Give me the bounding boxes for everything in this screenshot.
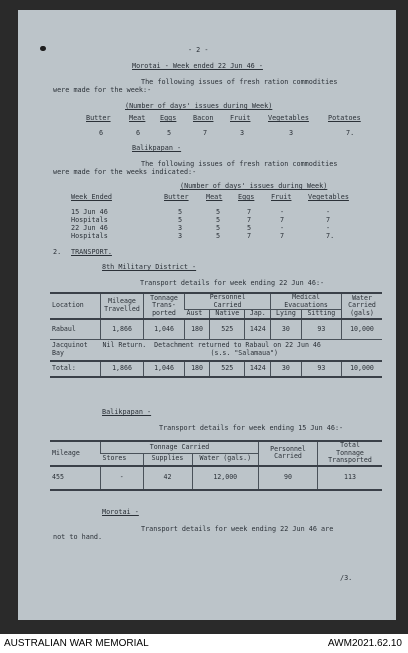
row-value: - — [326, 224, 331, 232]
cell: 93 — [301, 319, 341, 340]
col-bacon: Bacon — [193, 114, 214, 122]
header-text: Tonnage — [150, 293, 178, 302]
row-value: 5 — [247, 224, 252, 232]
row-label: 15 Jun 46 — [71, 208, 108, 216]
header-text: Travelled — [104, 304, 140, 313]
nil-return: Nil Return. — [102, 341, 147, 350]
cell: Rabaul — [50, 319, 101, 340]
cell: 12,000 — [192, 466, 259, 490]
row-value: 5 — [216, 216, 221, 224]
cell — [50, 340, 101, 361]
table-header-row — [50, 293, 382, 310]
cell: 180 — [185, 361, 210, 377]
header-tonnage — [144, 293, 185, 319]
row-label: Hospitals — [71, 232, 108, 240]
header-text: Medical — [292, 293, 320, 301]
header-personnel — [185, 293, 271, 310]
table-row — [50, 319, 382, 340]
header-text: Tonnage — [336, 448, 364, 457]
header-location: Location — [50, 293, 101, 319]
cell: 1,866 — [101, 361, 144, 377]
header-text: Personnel — [209, 293, 246, 301]
cell: 525 — [210, 319, 245, 340]
cell: 455 — [50, 466, 101, 490]
cell: Total: — [50, 361, 101, 377]
col-fruit: Fruit — [271, 193, 292, 201]
header-text: Mileage — [108, 297, 136, 306]
val-vegetables: 3 — [289, 129, 294, 137]
cell: 525 — [210, 361, 245, 377]
page-number: - 2 - — [188, 46, 209, 54]
row-value: 7 — [280, 216, 285, 224]
cell: 1,046 — [144, 361, 185, 377]
transport-number: 2. — [53, 248, 62, 256]
cell: 93 — [301, 361, 341, 377]
cell: 1,866 — [101, 319, 144, 340]
balikpapan-transport-heading: Balikpapan - — [102, 408, 152, 416]
morotai-sub-heading: (Number of days' issues during Week) — [125, 102, 273, 110]
cell: 30 — [271, 361, 302, 377]
row-value: - — [280, 208, 285, 216]
table-header-row — [50, 441, 382, 453]
header-text: Personnel — [270, 444, 306, 453]
morotai-heading — [132, 62, 263, 70]
cell — [101, 340, 383, 361]
morotai-intro-2: were made for the week:- — [53, 86, 152, 94]
transport-heading: TRANSPORT. — [71, 248, 112, 256]
district-heading: 8th Military District - — [102, 263, 197, 271]
balikpapan-heading-text: Balikpapan - — [132, 144, 182, 152]
table-total-row — [50, 361, 382, 377]
row-value: - — [280, 224, 285, 232]
col-vegetables: Vegetables — [308, 193, 349, 201]
morotai-transport-line-2: not to hand. — [53, 533, 103, 541]
header-text: Trans- — [152, 301, 176, 309]
row-value: 3 — [178, 232, 183, 240]
header-supplies: Supplies — [143, 453, 192, 465]
header-sitting: Sitting — [301, 310, 341, 319]
cell: 1424 — [245, 361, 271, 377]
row-value: 7 — [247, 208, 252, 216]
cell-text: Jacquinot — [52, 341, 88, 350]
header-text: Carried — [348, 301, 376, 309]
document-page — [18, 10, 396, 620]
detachment-ship: (s.s. "Salamaua") — [210, 348, 278, 357]
detachment-note: Detachment returned to Rabaul on 22 Jun 46 — [154, 341, 321, 350]
archive-footer — [0, 634, 408, 653]
col-butter: Butter — [86, 114, 111, 122]
row-value: 5 — [178, 208, 183, 216]
row-value: 7. — [326, 232, 335, 240]
morotai-transport-heading: Morotai - — [102, 508, 139, 516]
header-text: Total — [340, 441, 360, 449]
morotai-transport-line-1: Transport details for week ending 22 Jun 46 are — [141, 525, 334, 533]
row-value: 5 — [216, 208, 221, 216]
balikpapan-transport-details: Transport details for week ending 15 Jun 46:- — [159, 424, 344, 432]
row-value: 3 — [178, 224, 183, 232]
footer-institution: AUSTRALIAN WAR MEMORIAL — [4, 638, 149, 649]
header-personnel — [259, 441, 318, 466]
col-eggs: Eggs — [238, 193, 255, 201]
header-text: Water — [352, 293, 372, 302]
val-bacon: 7 — [203, 129, 208, 137]
row-label: Hospitals — [71, 216, 108, 224]
header-tonnage: Tonnage Carried — [101, 441, 259, 453]
cell: 30 — [271, 319, 302, 340]
header-aust: Aust — [186, 309, 203, 317]
table-row — [50, 340, 382, 361]
header-native: Native — [210, 310, 245, 319]
row-value: 7 — [247, 232, 252, 240]
val-butter: 6 — [99, 129, 104, 137]
col-eggs: Eggs — [160, 114, 177, 122]
morotai-heading-text: Morotai - Week ended 22 Jun 46 - — [132, 62, 263, 70]
val-eggs: 5 — [167, 129, 172, 137]
header-total — [318, 441, 383, 466]
cell: 1424 — [245, 319, 271, 340]
col-meat: Meat — [206, 193, 223, 201]
row-value: 5 — [178, 216, 183, 224]
header-lying: Lying — [271, 310, 302, 319]
header-text: Carried — [274, 452, 302, 461]
val-meat: 6 — [136, 129, 141, 137]
cell: 10,000 — [342, 319, 383, 340]
row-value: 7 — [247, 216, 252, 224]
row-value: - — [326, 208, 331, 216]
balikpapan-intro-2: were made for the weeks indicated:- — [53, 168, 197, 176]
col-meat: Meat — [129, 114, 146, 122]
col-potatoes: Potatoes — [328, 114, 361, 122]
punch-hole — [40, 46, 46, 51]
header-jap: Jap. — [245, 310, 271, 319]
row-value: 7 — [280, 232, 285, 240]
cell: 42 — [143, 466, 192, 490]
row-value: 5 — [216, 232, 221, 240]
header-mileage: Mileage — [50, 441, 101, 466]
header-mileage — [101, 293, 144, 319]
table-row — [50, 466, 382, 490]
cell: 10,000 — [342, 361, 383, 377]
district-transport-table — [50, 292, 382, 378]
row-value: 5 — [216, 224, 221, 232]
header-text: Carried — [213, 300, 242, 309]
col-week-ended: Week Ended — [71, 193, 112, 201]
val-fruit: 3 — [240, 129, 245, 137]
header-text: (gals) — [350, 308, 374, 317]
cell: 180 — [185, 319, 210, 340]
cell: 90 — [259, 466, 318, 490]
cell: - — [101, 466, 144, 490]
col-vegetables: Vegetables — [268, 114, 309, 122]
row-label: 22 Jun 46 — [71, 224, 108, 232]
cell: 1,046 — [144, 319, 185, 340]
val-potatoes: 7. — [346, 129, 355, 137]
col-fruit: Fruit — [230, 114, 251, 122]
balikpapan-intro-1: The following issues of fresh ration commodities — [141, 160, 338, 168]
header-text: Evacuations — [284, 300, 328, 309]
header-medical — [271, 293, 342, 310]
morotai-intro-1: The following issues of fresh ration commodities — [141, 78, 338, 86]
cell: 113 — [318, 466, 383, 490]
balikpapan-transport-table — [50, 440, 382, 491]
balikpapan-sub-heading: (Number of days' issues during Week) — [180, 182, 328, 190]
row-value: 7 — [326, 216, 331, 224]
balikpapan-heading — [132, 144, 181, 152]
header-text: ported — [152, 308, 176, 317]
col-butter: Butter — [164, 193, 189, 201]
header-text: Transported — [328, 456, 372, 464]
page-continuation: /3. — [340, 574, 353, 582]
header-water: Water (gals.) — [192, 453, 259, 465]
transport-details: Transport details for week ending 22 Jun 46:- — [140, 279, 325, 287]
header-stores: Stores — [102, 454, 127, 463]
footer-reference: AWM2021.62.10 — [327, 638, 402, 649]
header-water — [342, 293, 383, 319]
cell-text: Bay — [52, 348, 64, 357]
